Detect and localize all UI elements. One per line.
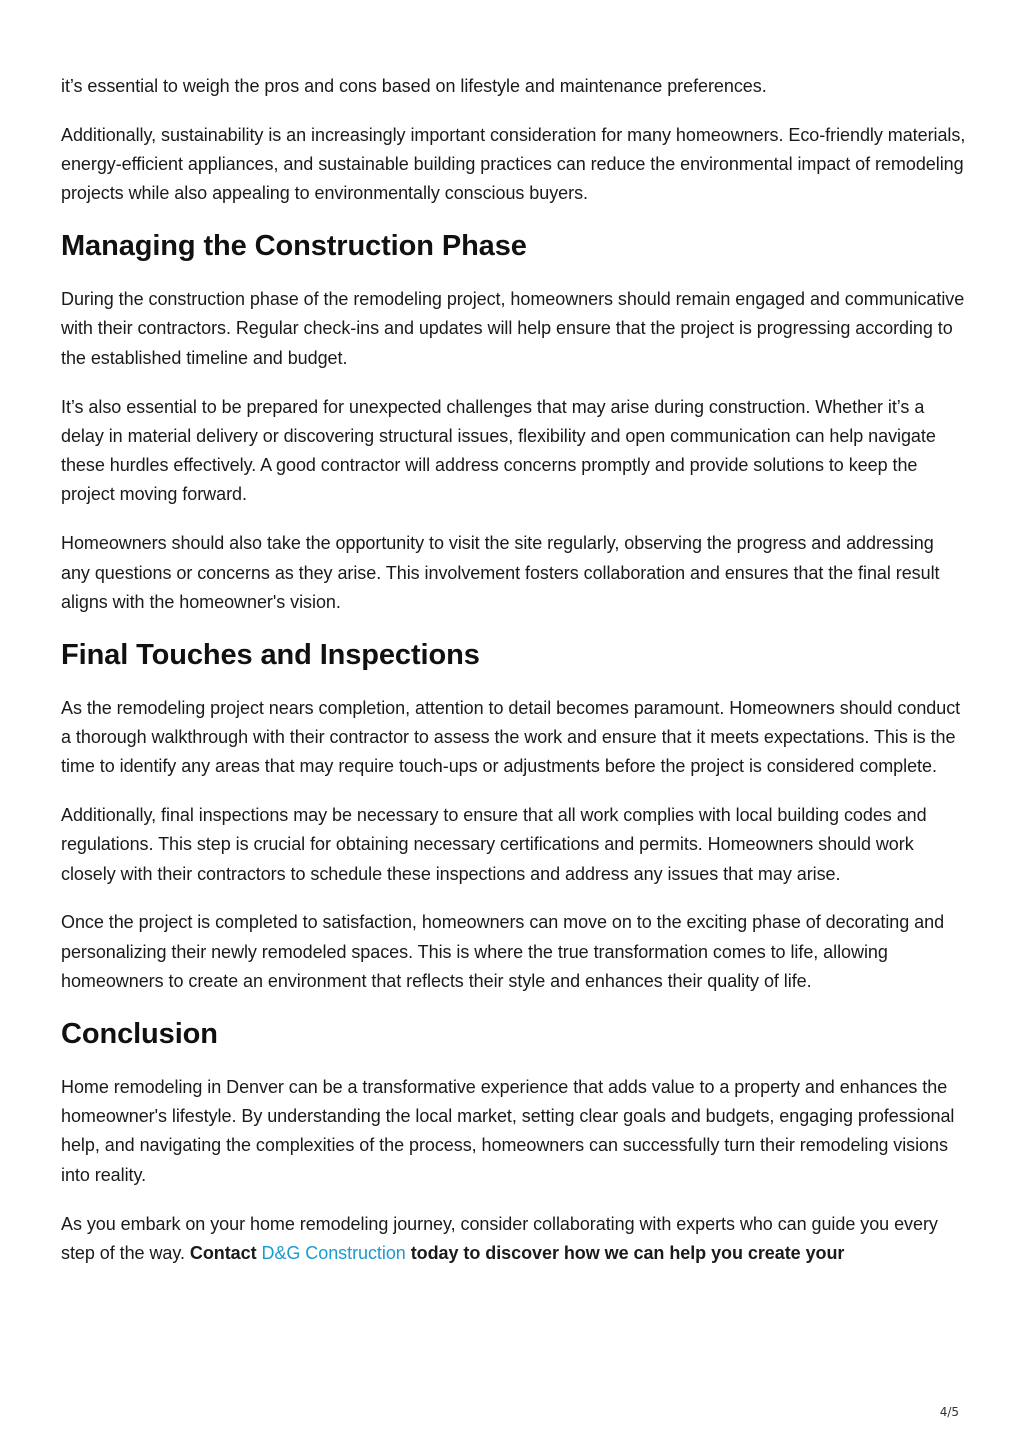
section-heading-construction: Managing the Construction Phase bbox=[61, 230, 527, 263]
paragraph: it’s essential to weigh the pros and cons based on lifestyle and maintenance preferences. bbox=[61, 76, 767, 96]
dg-construction-link[interactable]: D&G Construction bbox=[261, 1242, 406, 1263]
paragraph: Additionally, sustainability is an increasingly important consideration for many homeowners. Eco-friendly materials, energy-efficient appliances, and sustainable building practices can reduce the environmental impact of remodeling projects while also appealing to environmentally conscious buyers. bbox=[61, 124, 966, 204]
closing-bold-text: today to discover how we can help you create your bbox=[410, 1242, 845, 1263]
paragraph: Homeowners should also take the opportunity to visit the site regularly, observing the progress and addressing any questions or concerns as they arise. This involvement fosters collaboration and ensures that the final result aligns with the homeowner's vision. bbox=[61, 533, 940, 612]
closing-lead-text: As you embark on your home remodeling journey, consider collaborating with experts who can guide you every step of the way. bbox=[61, 1213, 938, 1263]
paragraph: During the construction phase of the remodeling project, homeowners should remain engaged and communicative with their contractors. Regular check-ins and updates will help ensure that the project is progressing according to the established timeline and budget. bbox=[61, 289, 965, 368]
document-page bbox=[61, 72, 966, 1288]
section-heading-conclusion: Conclusion bbox=[61, 1017, 218, 1050]
paragraph: As the remodeling project nears completion, attention to detail becomes paramount. Homeowners should conduct a thorough walkthrough with their contractor to assess the work and ensure that it meets expectations. This is the time to identify any areas that may require touch-ups or adjustments before the project is considered complete. bbox=[61, 697, 961, 777]
paragraph: Once the project is completed to satisfaction, homeowners can move on to the exciting phase of decorating and personalizing their newly remodeled spaces. This is where the true transformation comes to life, allowing homeowners to create an environment that reflects their style and enhances their quality of life. bbox=[61, 912, 945, 992]
contact-bold-text: Contact bbox=[189, 1242, 257, 1263]
paragraph: Home remodeling in Denver can be a transformative experience that adds value to a property and enhances the homeowner's lifestyle. By understanding the local market, setting clear goals and budgets, engaging professional help, and navigating the complexities of the process, homeowners can successfully turn their remodeling visions into reality. bbox=[61, 1076, 955, 1185]
section-heading-final-touches: Final Touches and Inspections bbox=[61, 638, 480, 671]
paragraph: It’s also essential to be prepared for unexpected challenges that may arise during construction. Whether it’s a delay in material delivery or discovering structural issues, flexibility and open communication can help navigate these hurdles effectively. A good contractor will address concerns promptly and provide solutions to keep the project moving forward. bbox=[61, 396, 936, 505]
closing-paragraph bbox=[61, 1210, 966, 1269]
paragraph: Additionally, final inspections may be necessary to ensure that all work complies with local building codes and regulations. This step is crucial for obtaining necessary certifications and permits. Homeowners should work closely with their contractors to schedule these inspections and address any issues that may arise. bbox=[61, 805, 927, 884]
page-number: 4/5 bbox=[939, 1405, 959, 1419]
